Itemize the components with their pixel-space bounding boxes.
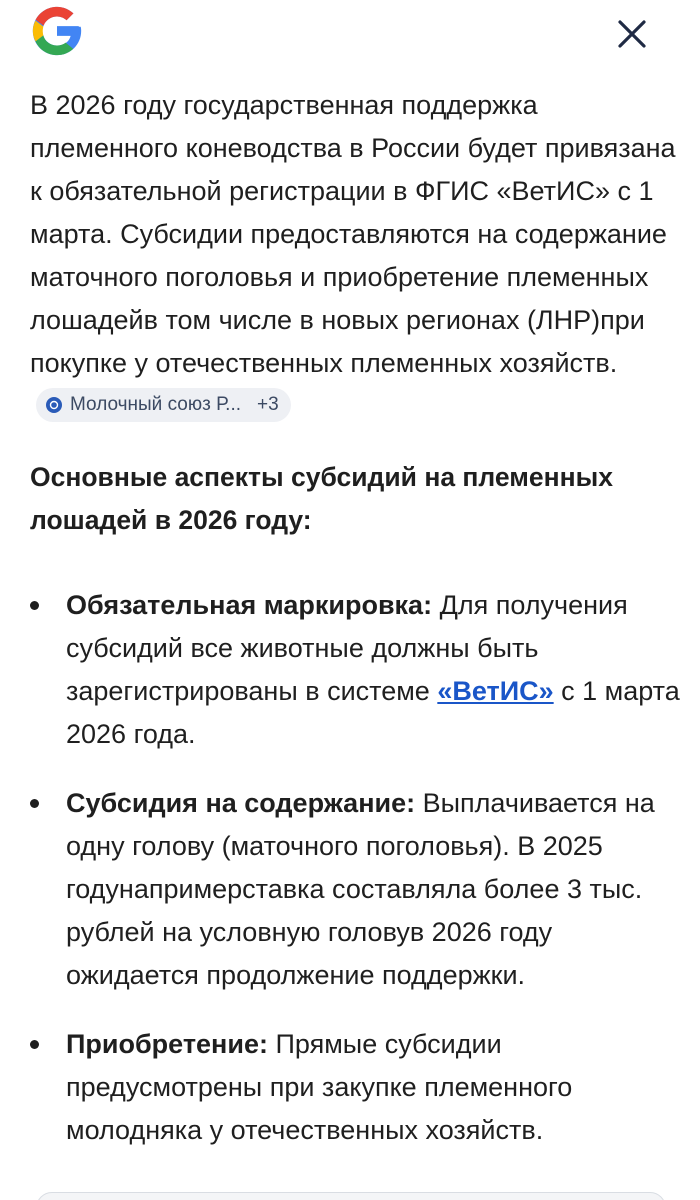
- bullet-icon: [30, 1040, 39, 1049]
- google-logo-icon[interactable]: [28, 2, 86, 60]
- source-chip-count: +3: [257, 394, 279, 416]
- top-bar: [0, 0, 700, 70]
- bullet-icon: [30, 799, 39, 808]
- intro-paragraph: [30, 84, 680, 428]
- bottom-input-bar[interactable]: [36, 1192, 666, 1200]
- source-chip[interactable]: [36, 388, 291, 422]
- bullet-title: Субсидия на содержание:: [66, 788, 416, 818]
- bullet-icon: [30, 601, 39, 610]
- close-icon: [617, 19, 647, 49]
- bullet-text: Выплачивается на одну голову (маточного поголовья). В 2025 годунапримерставка составляла более 3 тыс. рублей на условную головув 2026 году ожидается продолжение поддержки.: [66, 788, 655, 990]
- source-favicon-icon: [46, 397, 62, 413]
- bullet-title: Приобретение:: [66, 1029, 268, 1059]
- list-item: [30, 1023, 680, 1152]
- bullet-title: Обязательная маркировка:: [66, 590, 433, 620]
- list-item: [30, 584, 680, 756]
- source-chip-label: Молочный союз Р...: [70, 394, 242, 416]
- bullet-text-after: с 1 марта 2026 года.: [66, 676, 680, 749]
- vetis-link[interactable]: «ВетИС»: [437, 676, 554, 706]
- list-item: [30, 782, 680, 997]
- close-button[interactable]: [606, 8, 658, 60]
- answer-content: [30, 84, 680, 1178]
- section-heading: Основные аспекты субсидий на племенных лошадей в 2026 году:: [30, 462, 614, 535]
- intro-text: В 2026 году государственная поддержка племенного коневодства в России будет привязана к обязательной регистрации в ФГИС «ВетИС» с 1 марта. Субсидии предоставляются на содержание маточного поголовья и приобретение племенных лошадейв том числе в новых регионах (ЛНР)при покупке у отечественных племенных хозяйств.: [30, 90, 676, 378]
- bullet-text: Прямые субсидии предусмотрены при закупке племенного молодняка у отечественных хозяйств.: [66, 1029, 573, 1145]
- bullet-text: Для получения субсидий все животные должны быть зарегистрированы в системе: [66, 590, 628, 706]
- aspects-list: [30, 584, 680, 1152]
